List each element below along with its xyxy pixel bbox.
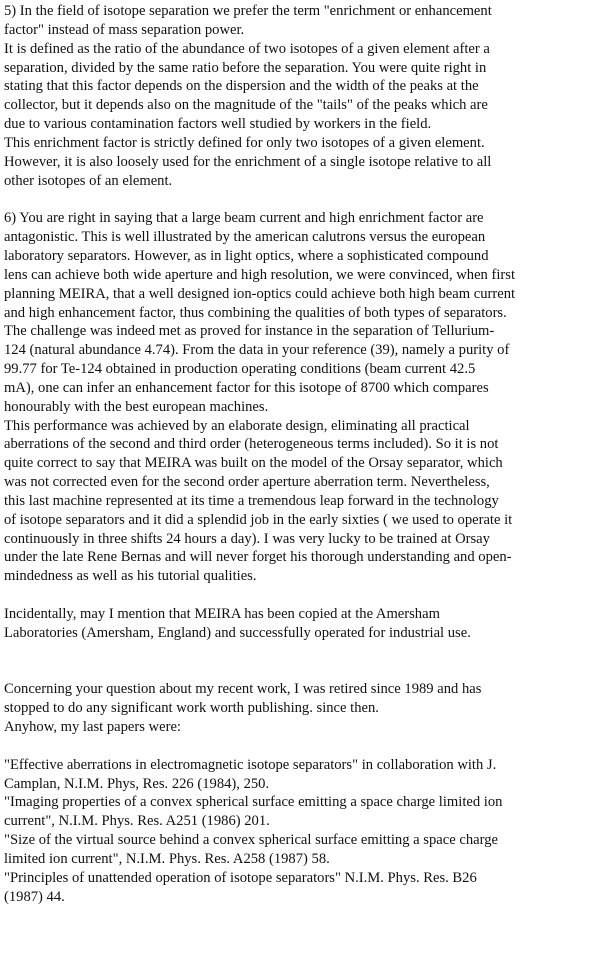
- text-line: However, it is also loosely used for the enrichment of a single isotope relative to all: [4, 153, 492, 170]
- text-line: of isotope separators and it did a splendid job in the early sixties ( we used to operate it: [4, 511, 513, 528]
- text-line: Anyhow, my last papers were:: [4, 719, 181, 736]
- text-line: aberrations of the second and third order (heterogeneous terms included). So it is not: [4, 436, 499, 453]
- paragraph-section-5: [4, 2, 598, 190]
- text-line: Laboratories (Amersham, England) and successfully operated for industrial use.: [4, 624, 471, 641]
- text-line: mindedness as well as his tutorial qualities.: [4, 568, 257, 585]
- text-line: This enrichment factor is strictly defined for only two isotopes of a given element.: [4, 134, 485, 151]
- text-line: 5) In the field of isotope separation we prefer the term "enrichment or enhancement: [4, 3, 492, 19]
- text-line: mA), one can infer an enhancement factor for this isotope of 8700 which compares: [4, 379, 489, 396]
- paper-entry-line: Camplan, N.I.M. Phys, Res. 226 (1984), 250.: [4, 775, 270, 792]
- paper-entry-line: (1987) 44.: [4, 888, 65, 905]
- text-line: Concerning your question about my recent work, I was retired since 1989 and has: [4, 681, 482, 698]
- paragraph-gap: [4, 586, 598, 605]
- paragraph-gap: [4, 643, 598, 681]
- text-line: and high enhancement factor, thus combining the qualities of both types of separators.: [4, 304, 507, 321]
- text-line: collector, but it depends also on the magnitude of the "tails" of the peaks which are: [4, 97, 488, 114]
- paragraph-section-6: [4, 209, 598, 586]
- paragraph-gap: [4, 190, 598, 209]
- text-line: Incidentally, may I mention that MEIRA has been copied at the Amersham: [4, 606, 440, 622]
- paper-list: [4, 756, 598, 907]
- letter-page: [4, 2, 598, 907]
- text-line: quite correct to say that MEIRA was built on the model of the Orsay separator, which: [4, 455, 503, 472]
- text-line: due to various contamination factors well studied by workers in the field.: [4, 116, 432, 133]
- text-line: antagonistic. This is well illustrated by the american calutrons versus the european: [4, 229, 486, 246]
- paragraph-recent-work: [4, 680, 598, 737]
- text-line: honourably with the best european machines.: [4, 398, 269, 415]
- text-line: separation, divided by the same ratio before the separation. You were quite right in: [4, 59, 487, 76]
- text-line: 124 (natural abundance 4.74). From the data in your reference (39), namely a purity of: [4, 342, 510, 359]
- text-line: stopped to do any significant work worth publishing. since then.: [4, 700, 379, 717]
- text-line: continuously in three shifts 24 hours a day). I was very lucky to be trained at Orsay: [4, 530, 490, 547]
- text-line: stating that this factor depends on the dispersion and the width of the peaks at the: [4, 78, 479, 95]
- text-line: 99.77 for Te-124 obtained in production operating conditions (beam current 42.5: [4, 361, 476, 378]
- text-line: lens can achieve both wide aperture and high resolution, we were convinced, when first: [4, 266, 516, 283]
- text-line: this last machine represented at its time a tremendous leap forward in the technology: [4, 492, 499, 509]
- text-line: This performance was achieved by an elaborate design, eliminating all practical: [4, 417, 470, 434]
- paragraph-gap: [4, 737, 598, 756]
- paper-entry-line: "Effective aberrations in electromagnetic isotope separators" in collaboration with J.: [4, 756, 497, 773]
- text-line: other isotopes of an element.: [4, 172, 173, 189]
- paper-entry-line: "Imaging properties of a convex spherical surface emitting a space charge limited ion: [4, 794, 503, 811]
- paper-entry-line: "Size of the virtual source behind a convex spherical surface emitting a space charge: [4, 832, 498, 849]
- text-line: The challenge was indeed met as proved for instance in the separation of Tellurium-: [4, 323, 495, 340]
- paper-entry-line: "Principles of unattended operation of isotope separators" N.I.M. Phys. Res. B26: [4, 869, 477, 886]
- paragraph-incidentally: [4, 605, 598, 643]
- text-line: It is defined as the ratio of the abundance of two isotopes of a given element after a: [4, 40, 490, 57]
- text-line: under the late Rene Bernas and will never forget his thorough understanding and open-: [4, 549, 512, 566]
- paper-entry-line: current", N.I.M. Phys. Res. A251 (1986) 201.: [4, 813, 270, 830]
- paper-entry-line: limited ion current", N.I.M. Phys. Res. A258 (1987) 58.: [4, 850, 330, 867]
- text-line: planning MEIRA, that a well designed ion-optics could achieve both high beam current: [4, 285, 516, 302]
- text-line: laboratory separators. However, as in light optics, where a sophisticated compound: [4, 247, 489, 264]
- text-line: 6) You are right in saying that a large beam current and high enrichment factor are: [4, 210, 484, 227]
- text-line: factor" instead of mass separation power.: [4, 21, 245, 38]
- text-line: was not corrected even for the second order aperture aberration term. Nevertheless,: [4, 474, 490, 491]
